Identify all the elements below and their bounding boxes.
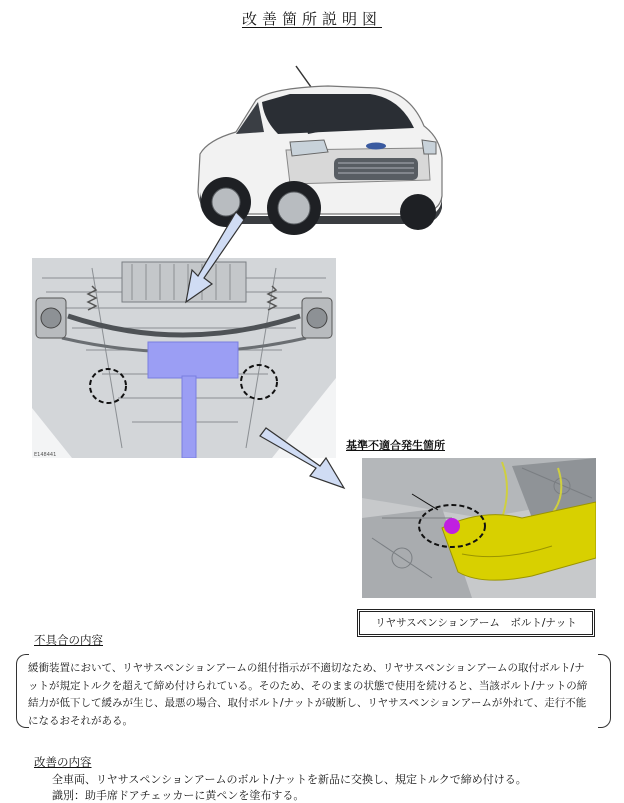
defect-text: 緩衝装置において、リヤサスペンションアームの組付指示が不適切なため、リヤサスペンションアームの取付ボルト/ナットが規定トルクを超えて締め付けられている。そのため、そのままの状態で使用を続けると、当該ボルト/ナットの締結力が低下して緩みが生じ、最悪の場合、取付ボルト/ナットが破断し、リヤサスペンションアームが外れて、走行不能になるおそれがある。 — [28, 662, 588, 727]
vehicle-illustration — [178, 62, 450, 242]
issue-location-label: 基準不適合発生箇所 — [346, 439, 445, 452]
part-caption: リヤサスペンションアーム ボルト/ナット — [357, 609, 595, 637]
remedy-line-1: 全車両、リヤサスペンションアームのボルト/ナットを新品に交換し、規定トルクで締め付ける。 — [52, 773, 527, 786]
remedy-heading: 改善の内容 — [34, 755, 92, 769]
page-title: 改善箇所説明図 — [241, 10, 382, 28]
detail-illustration — [362, 458, 596, 598]
defect-bracket-right — [598, 654, 611, 728]
remedy-line-2: 識別：助手席ドアチェッカーに黄ペンを塗布する。 — [52, 789, 305, 802]
underbody-illustration — [32, 258, 336, 458]
figure-code: E148441 — [34, 452, 57, 458]
defect-heading: 不具合の内容 — [34, 633, 103, 647]
